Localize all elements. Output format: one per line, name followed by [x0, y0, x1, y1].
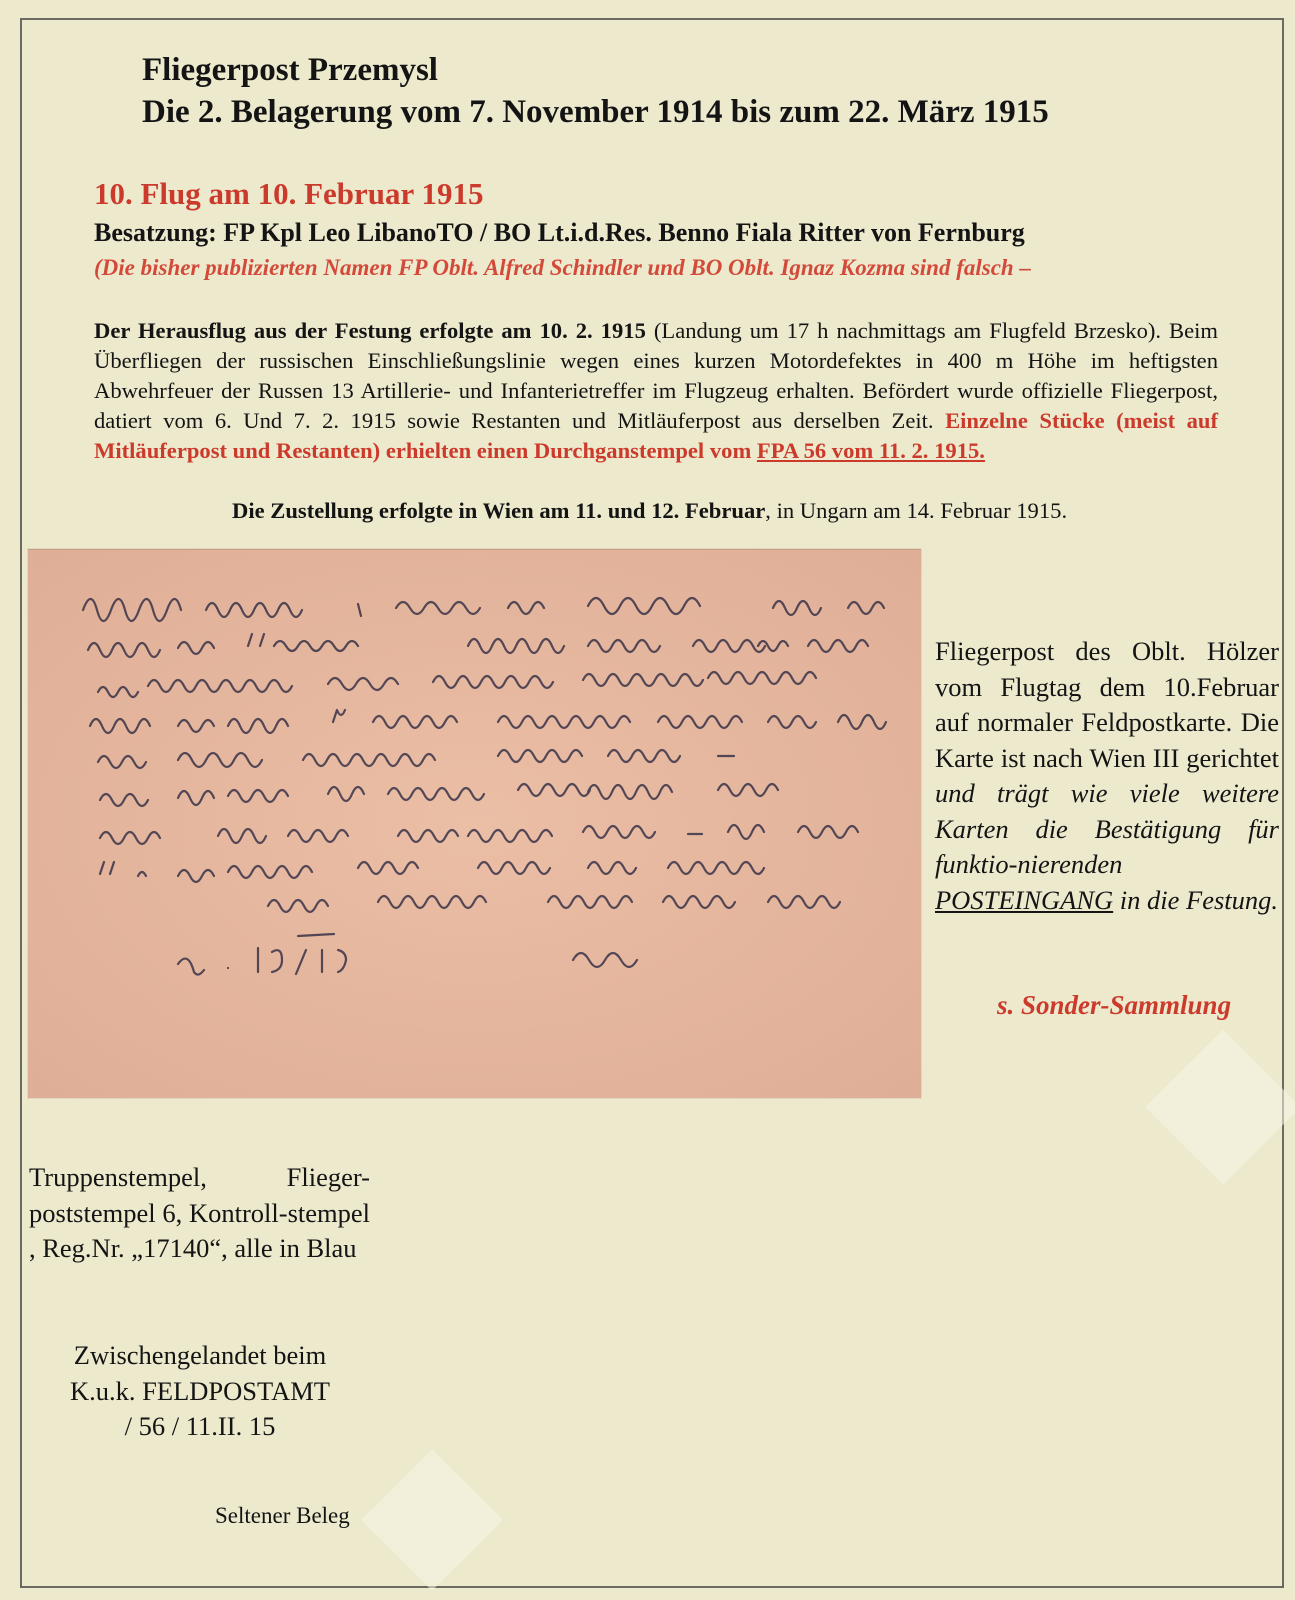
- landing-line-3: / 56 / 11.II. 15: [124, 1411, 276, 1441]
- card-description-plain: Fliegerpost des Oblt. Hölzer vom Flugtag dem 10.Februar auf normaler Feldpostkarte. Die Karte ist nach Wien III gerichtet: [935, 636, 1279, 773]
- description-text: (Landung um 17 h nachmittags am Flugfeld Brzesko). Beim Überfliegen der russischen Einschließungslinie wegen eines kurzen Motordefektes in 400 m Höhe im heftigsten Abwehrfeuer der Russen 13 Artillerie- und Infanterietreffer im Flugzeug erhalten. Befördert wurde offizielle Fliegerpost, datiert vom 6. Und 7. 2. 1915 sowie Restanten und Mitläuferpost aus derselben Zeit.: [94, 318, 1218, 433]
- landing-note: [40, 1338, 360, 1445]
- description-red: Einzelne Stücke (meist auf Mitläuferpost und Restanten) erhielten einen Durchganstempel vom: [94, 408, 1218, 463]
- postcard-image: [28, 549, 921, 1098]
- description-lead: Der Herausflug aus der Festung erfolgte am 10. 2. 1915: [94, 318, 646, 343]
- card-description-underlined: POSTEINGANG: [935, 884, 1114, 915]
- page-subtitle: Die 2. Belagerung vom 7. November 1914 bis zum 22. März 1915: [142, 94, 1049, 130]
- delivery-rest: , in Ungarn am 14. Februar 1915.: [765, 498, 1068, 523]
- flight-description: [94, 316, 1218, 466]
- flight-heading: 10. Flug am 10. Februar 1915: [94, 176, 484, 211]
- landing-line-1: Zwischengelandet beim: [73, 1340, 327, 1370]
- card-description-italic: und trägt wie viele weitere Karten die Bestätigung für funktio-nierenden: [935, 778, 1279, 879]
- stamps-note: Truppenstempel, Flieger-poststempel 6, Kontroll-stempel , Reg.Nr. „17140“, alle in Blau: [29, 1162, 370, 1263]
- landing-line-2: K.u.k. FELDPOSTAMT: [70, 1375, 330, 1406]
- handwriting-strokes: [28, 550, 921, 1098]
- card-description-end: in die Festung.: [1113, 884, 1279, 915]
- card-description: [935, 634, 1279, 918]
- rarity-note: Seltener Beleg: [215, 1503, 350, 1528]
- delivery-note: [232, 498, 1067, 524]
- description-red-underlined: FPA 56 vom 11. 2. 1915.: [756, 438, 985, 463]
- delivery-bold: Die Zustellung erfolgte in Wien am 11. und 12. Februar: [232, 498, 766, 523]
- crew-line: Besatzung: FP Kpl Leo LibanoTO / BO Lt.i.d.Res. Benno Fiala Ritter von Fernburg: [94, 218, 1025, 247]
- page-title: Fliegerpost Przemysl: [142, 52, 438, 88]
- correction-note: (Die bisher publizierten Namen FP Oblt. Alfred Schindler und BO Oblt. Ignaz Kozma sind falsch –: [94, 255, 1031, 280]
- special-collection-note: s. Sonder-Sammlung: [997, 990, 1232, 1020]
